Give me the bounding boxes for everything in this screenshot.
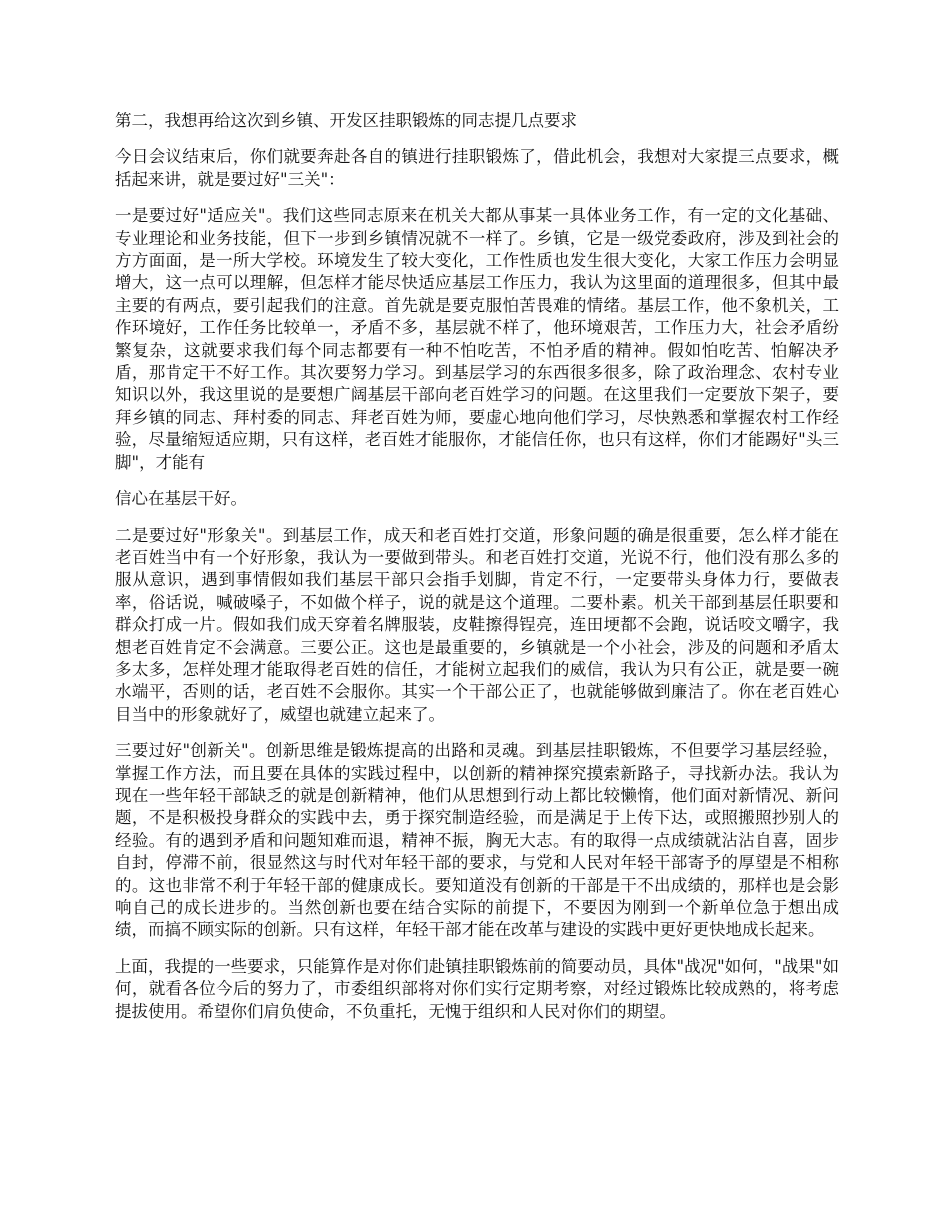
- section-heading: 第二，我想再给这次到乡镇、开发区挂职锻炼的同志提几点要求: [115, 111, 577, 130]
- innovation-paragraph: 三要过好"创新关"。创新思维是锻炼提高的出路和灵魂。到基层挂职锻炼，不但要学习基层经验，掌握工作方法，而且要在具体的实践过程中，以创新的精神探究摸索新路子，寻找新办法。我认为现在一些年轻干部缺乏的就是创新精神，他们从思想到行动上都比较懒惰，他们面对新情况、新问题，不是积极投身群众的实践中去，勇于探究制造经验，而是满足于上传下达，或照搬照抄别人的经验。有的遇到矛盾和问题知难而退，精神不振，胸无大志。有的取得一点成绩就沾沾自喜，固步自封，停滞不前，很显然这与时代对年轻干部的要求，与党和人民对年轻干部寄予的厚望是不相称的。这也非常不利于年轻干部的健康成长。要知道没有创新的干部是干不出成绩的，那样也是会影响自己的成长进步的。当然创新也要在结合实际的前提下，不要因为刚到一个新单位急于想出成绩，而搞不顾实际的创新。只有这样，年轻干部才能在改革与建设的实践中更好更快地成长起来。: [115, 741, 839, 940]
- closing-paragraph: 上面，我提的一些要求，只能算作是对你们赴镇挂职锻炼前的简要动员，具体"战况"如何，"战果"如何，就看各位今后的努力了，市委组织部将对你们实行定期考察，对经过锻炼比较成熟的，将考虑提拔使用。希望你们肩负使命，不负重托，无愧于组织和人民对你们的期望。: [115, 956, 839, 1021]
- document-body: [115, 110, 839, 1037]
- image-paragraph: 二是要过好"形象关"。到基层工作，成天和老百姓打交道，形象问题的确是很重要，怎么样才能在老百姓当中有一个好形象，我认为一要做到带头。和老百姓打交道，光说不行，他们没有那么多的服从意识，遇到事情假如我们基层干部只会指手划脚，肯定不行，一定要带头身体力行，要做表率，俗话说，喊破嗓子，不如做个样子，说的就是这个道理。二要朴素。机关干部到基层任职要和群众打成一片。假如我们成天穿着名牌服装，皮鞋擦得锃亮，连田埂都不会跑，说话咬文嚼字，我想老百姓肯定不会满意。三要公正。这也是最重要的，乡镇就是一个小社会，涉及的问题和矛盾太多太多，怎样处理才能取得老百姓的信任，才能树立起我们的威信，我认为只有公正，就是要一碗水端平，否则的话，老百姓不会服你。其实一个干部公正了，也就能够做到廉洁了。你在老百姓心目当中的形象就好了，威望也就建立起来了。: [115, 525, 839, 724]
- intro-paragraph: 今日会议结束后，你们就要奔赴各自的镇进行挂职锻炼了，借此机会，我想对大家提三点要求，概括起来讲，就是要过好"三关"：: [115, 147, 839, 189]
- adaptation-paragraph: 一是要过好"适应关"。我们这些同志原来在机关大都从事某一具体业务工作，有一定的文化基础、专业理论和业务技能，但下一步到乡镇情况就不一样了。乡镇，它是一级党委政府，涉及到社会的方方面面，是一所大学校。环境发生了较大变化，工作性质也发生很大变化，大家工作压力会明显增大，这一点可以理解，但怎样才能尽快适应基层工作压力，我认为这里面的道理很多，但其中最主要的有两点，要引起我们的注意。首先就是要克服怕苦畏难的情绪。基层工作，他不象机关，工作环境好，工作任务比较单一，矛盾不多，基层就不样了，他环境艰苦，工作压力大，社会矛盾纷繁复杂，这就要求我们每个同志都要有一种不怕吃苦，不怕矛盾的精神。假如怕吃苦、怕解决矛盾，那肯定干不好工作。其次要努力学习。到基层学习的东西很多很多，除了政治理念、农村专业知识以外，我这里说的是要想广阔基层干部向老百姓学习的问题。在这里我们一定要放下架子，要拜乡镇的同志、拜村委的同志、拜老百姓为师，要虚心地向他们学习，尽快熟悉和掌握农村工作经验，尽量缩短适应期，只有这样，老百姓才能服你，才能信任你，也只有这样，你们才能踢好"头三脚"，才能有: [115, 206, 839, 472]
- confidence-line: 信心在基层干好。: [115, 489, 247, 509]
